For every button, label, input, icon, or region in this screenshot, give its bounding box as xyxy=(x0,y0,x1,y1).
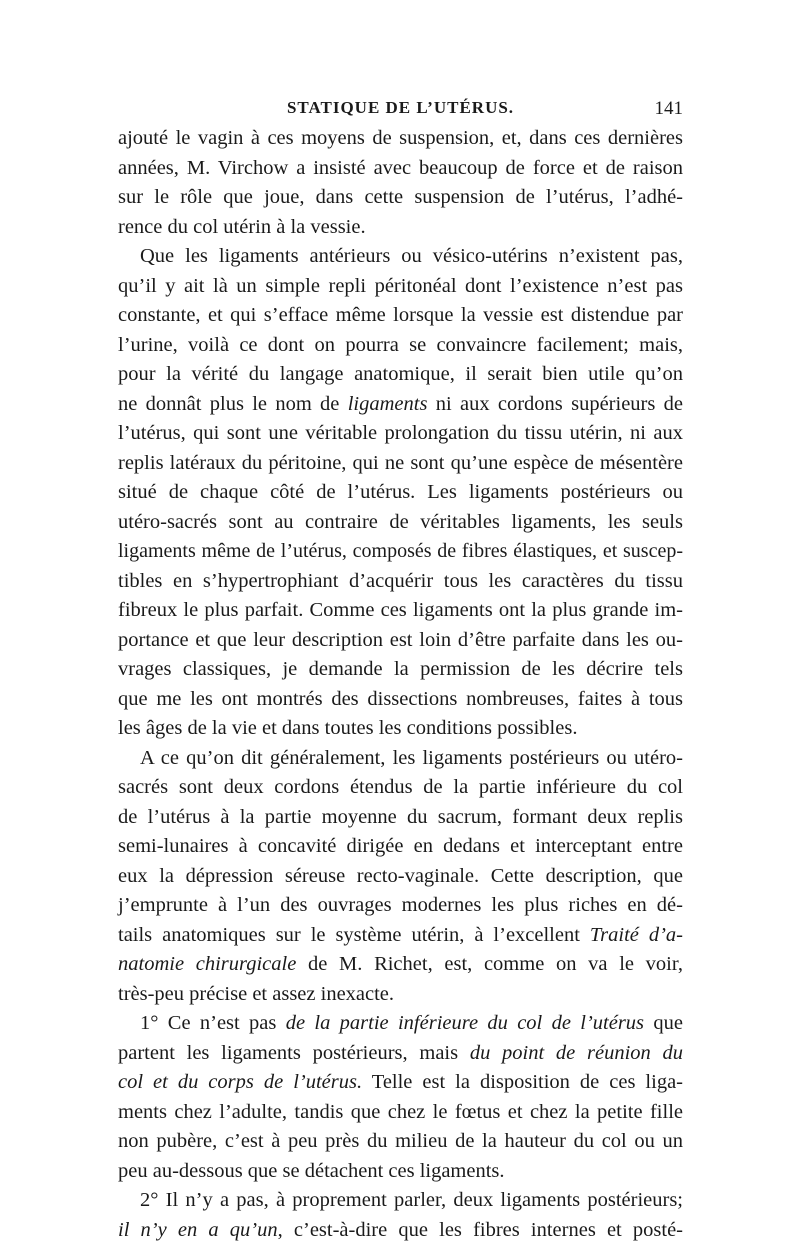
text-line: Que les ligaments antérieurs ou vésico-utérins n’existent pas, xyxy=(118,242,683,272)
italic-text-run: ligaments xyxy=(348,393,428,415)
text-line xyxy=(118,1068,683,1098)
text-line: années, M. Virchow a insisté avec beaucoup de force et de raison xyxy=(118,154,683,184)
text-line: tibles en s’hypertrophiant d’acquérir tous les caractères du tissu xyxy=(118,567,683,597)
text-line: ligaments même de l’utérus, composés de fibres élastiques, et suscep- xyxy=(118,537,683,567)
italic-text-run: col et du corps de l’utérus. xyxy=(118,1071,362,1093)
text-line: eux la dépression séreuse recto-vaginale. Cette description, que xyxy=(118,862,683,892)
text-line: l’urine, voilà ce dont on pourra se convaincre facilement; mais, xyxy=(118,331,683,361)
italic-text-run: natomie chirurgicale xyxy=(118,953,296,975)
text-line: ments chez l’adulte, tandis que chez le fœtus et chez la petite fille xyxy=(118,1098,683,1128)
text-line: utéro-sacrés sont au contraire de véritables ligaments, les seuls xyxy=(118,508,683,538)
text-line: vrages classiques, je demande la permission de les décrire tels xyxy=(118,655,683,685)
text-line: ajouté le vagin à ces moyens de suspension, et, dans ces dernières xyxy=(118,124,683,154)
text-line: A ce qu’on dit généralement, les ligaments postérieurs ou utéro- xyxy=(118,744,683,774)
text-run: , c’est-à-dire que les fibres internes et posté- xyxy=(278,1219,683,1241)
text-line: rence du col utérin à la vessie. xyxy=(118,213,683,243)
italic-text-run: de la partie inférieure du col de l’utérus xyxy=(286,1012,644,1034)
page-number: 141 xyxy=(655,98,684,120)
text-line: semi-lunaires à concavité dirigée en dedans et interceptant entre xyxy=(118,832,683,862)
running-title: STATIQUE DE L’UTÉRUS. xyxy=(118,98,683,118)
italic-text-run: Traité d’a- xyxy=(590,924,683,946)
text-run: tails anatomiques sur le système utérin, à l’excellent xyxy=(118,924,590,946)
text-line xyxy=(118,1009,683,1039)
text-line: que me les ont montrés des dissections nombreuses, faites à tous xyxy=(118,685,683,715)
running-head xyxy=(118,98,683,122)
text-run: 1° Ce n’est pas xyxy=(140,1012,286,1034)
text-line: replis latéraux du péritoine, qui ne sont qu’une espèce de mésentère xyxy=(118,449,683,479)
body-text xyxy=(118,124,683,1245)
text-line: j’emprunte à l’un des ouvrages modernes les plus riches en dé- xyxy=(118,891,683,921)
text-line xyxy=(118,390,683,420)
text-line: de l’utérus à la partie moyenne du sacrum, formant deux replis xyxy=(118,803,683,833)
text-line: situé de chaque côté de l’utérus. Les ligaments postérieurs ou xyxy=(118,478,683,508)
text-line: 2° Il n’y a pas, à proprement parler, deux ligaments postérieurs; xyxy=(118,1186,683,1216)
text-line: l’utérus, qui sont une véritable prolongation du tissu utérin, ni aux xyxy=(118,419,683,449)
text-run: que xyxy=(644,1012,683,1034)
text-run: de M. Richet, est, comme on va le voir, xyxy=(296,953,683,975)
text-line: les âges de la vie et dans toutes les conditions possibles. xyxy=(118,714,683,744)
text-line: pour la vérité du langage anatomique, il serait bien utile qu’on xyxy=(118,360,683,390)
text-line: non pubère, c’est à peu près du milieu de la hauteur du col ou un xyxy=(118,1127,683,1157)
italic-text-run: du point de réunion du xyxy=(470,1042,683,1064)
text-run: partent les ligaments postérieurs, mais xyxy=(118,1042,470,1064)
text-run: ne donnât plus le nom de xyxy=(118,393,348,415)
text-line: sur le rôle que joue, dans cette suspension de l’utérus, l’adhé- xyxy=(118,183,683,213)
text-run: Telle est la disposition de ces liga- xyxy=(362,1071,683,1093)
text-line: sacrés sont deux cordons étendus de la partie inférieure du col xyxy=(118,773,683,803)
text-line: très-peu précise et assez inexacte. xyxy=(118,980,683,1010)
text-line xyxy=(118,950,683,980)
text-run: ni aux cordons supérieurs de xyxy=(427,393,683,415)
text-line xyxy=(118,1216,683,1245)
text-line xyxy=(118,921,683,951)
text-line: constante, et qui s’efface même lorsque la vessie est distendue par xyxy=(118,301,683,331)
italic-text-run: il n’y en a qu’un xyxy=(118,1219,278,1241)
text-line: peu au-dessous que se détachent ces ligaments. xyxy=(118,1157,683,1187)
text-line: fibreux le plus parfait. Comme ces ligaments ont la plus grande im- xyxy=(118,596,683,626)
text-line: qu’il y ait là un simple repli péritonéal dont l’existence n’est pas xyxy=(118,272,683,302)
text-line xyxy=(118,1039,683,1069)
text-line: portance et que leur description est loin d’être parfaite dans les ou- xyxy=(118,626,683,656)
